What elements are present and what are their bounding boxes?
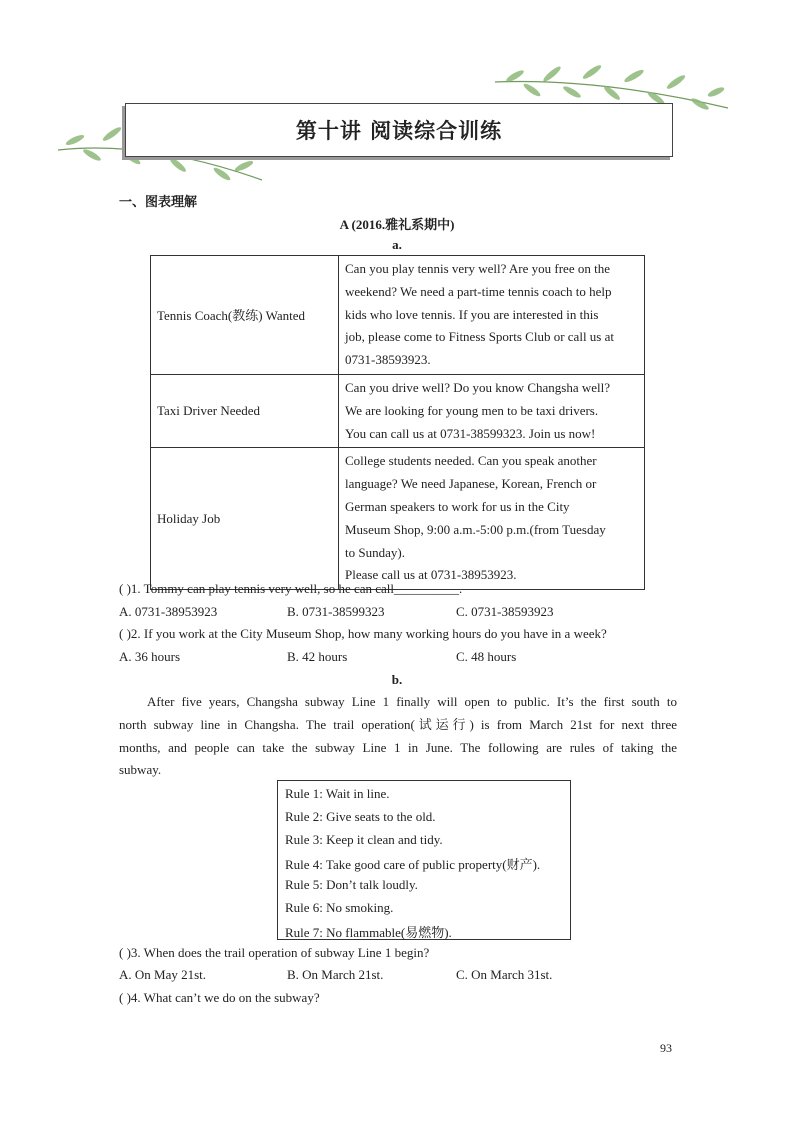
rule-item: Rule 7: No flammable(易燃物). bbox=[285, 925, 452, 940]
q1-option-c: C. 0731-38593923 bbox=[456, 604, 554, 619]
ad-line: weekend? We need a part-time tennis coach to help bbox=[345, 283, 612, 299]
q2-option-b: B. 42 hours bbox=[287, 649, 348, 664]
q3-option-c: C. On March 31st. bbox=[456, 967, 553, 982]
page-number: 93 bbox=[660, 1041, 672, 1055]
ad-line: College students needed. Can you speak another bbox=[345, 453, 597, 469]
ad-description bbox=[339, 374, 645, 447]
ad-line: Please call us at 0731-38953923. bbox=[345, 567, 517, 583]
ad-line: German speakers to work for us in the City bbox=[345, 498, 570, 514]
rule-item: Rule 3: Keep it clean and tidy. bbox=[285, 832, 443, 847]
leaf-decoration bbox=[0, 0, 794, 200]
question-4: ( )4. What can’t we do on the subway? bbox=[119, 990, 320, 1005]
table-row bbox=[151, 374, 645, 447]
part-a-label: a. bbox=[392, 237, 402, 252]
passage-a-heading: A (2016.雅礼系期中) bbox=[339, 217, 455, 232]
question-2: ( )2. If you work at the City Museum Shop, how many working hours do you have in a week? bbox=[119, 626, 607, 641]
ad-description bbox=[339, 256, 645, 375]
ad-line: Can you drive well? Do you know Changsha well? bbox=[345, 379, 611, 395]
q3-option-b: B. On March 21st. bbox=[287, 967, 384, 982]
part-b-label: b. bbox=[391, 672, 403, 687]
ad-line: language? We need Japanese, Korean, French or bbox=[345, 476, 597, 492]
ad-title: Tennis Coach(教练) Wanted bbox=[151, 256, 339, 375]
ad-line: kids who love tennis. If you are interested in this bbox=[345, 306, 599, 322]
subway-rules-box bbox=[277, 780, 571, 940]
question-3: ( )3. When does the trail operation of subway Line 1 begin? bbox=[119, 945, 430, 960]
paragraph-line: north subway line in Changsha. The trail operation(试运行) is from March 21st for next three bbox=[119, 716, 677, 732]
ad-line: Museum Shop, 9:00 a.m.-5:00 p.m.(from Tuesday bbox=[345, 521, 606, 537]
q1-option-b: B. 0731-38599323 bbox=[287, 604, 385, 619]
chapter-title: 第十讲 阅读综合训练 bbox=[295, 119, 503, 143]
rule-item: Rule 2: Give seats to the old. bbox=[285, 809, 436, 824]
section-heading: 一、图表理解 bbox=[119, 195, 198, 210]
ad-line: job, please come to Fitness Sports Club or call us at bbox=[345, 329, 614, 345]
paragraph-line: months, and people can take the subway Line 1 in June. The following are rules of taking the bbox=[119, 739, 677, 755]
question-1: ( )1. Tommy can play tennis very well, so he can call__________. bbox=[119, 581, 463, 596]
q2-option-c: C. 48 hours bbox=[456, 649, 517, 664]
table-row bbox=[151, 448, 645, 590]
job-ads-table bbox=[150, 255, 645, 590]
ad-line: Can you play tennis very well? Are you free on the bbox=[345, 261, 610, 276]
q2-option-a: A. 36 hours bbox=[119, 649, 181, 664]
ad-line: 0731-38593923. bbox=[345, 352, 431, 368]
paragraph-line: After five years, Changsha subway Line 1 finally will open to public. It’s the first south to bbox=[147, 694, 677, 709]
rule-item: Rule 6: No smoking. bbox=[285, 900, 394, 915]
q3-option-a: A. On May 21st. bbox=[119, 967, 207, 982]
subway-paragraph bbox=[119, 691, 677, 782]
ad-title: Taxi Driver Needed bbox=[151, 374, 339, 447]
ad-line: We are looking for young men to be taxi drivers. bbox=[345, 402, 599, 418]
paragraph-line: subway. bbox=[119, 762, 162, 778]
q1-option-a: A. 0731-38953923 bbox=[119, 604, 218, 619]
ad-title: Holiday Job bbox=[151, 448, 339, 590]
ad-line: You can call us at 0731-38599323. Join us now! bbox=[345, 425, 596, 441]
rule-item: Rule 4: Take good care of public property(财产). bbox=[285, 857, 541, 872]
rule-item: Rule 5: Don’t talk loudly. bbox=[285, 877, 418, 892]
ad-line: to Sunday). bbox=[345, 544, 405, 560]
table-row bbox=[151, 256, 645, 375]
rule-item: Rule 1: Wait in line. bbox=[285, 786, 390, 801]
chapter-title-box bbox=[125, 103, 673, 157]
ad-description bbox=[339, 448, 645, 590]
